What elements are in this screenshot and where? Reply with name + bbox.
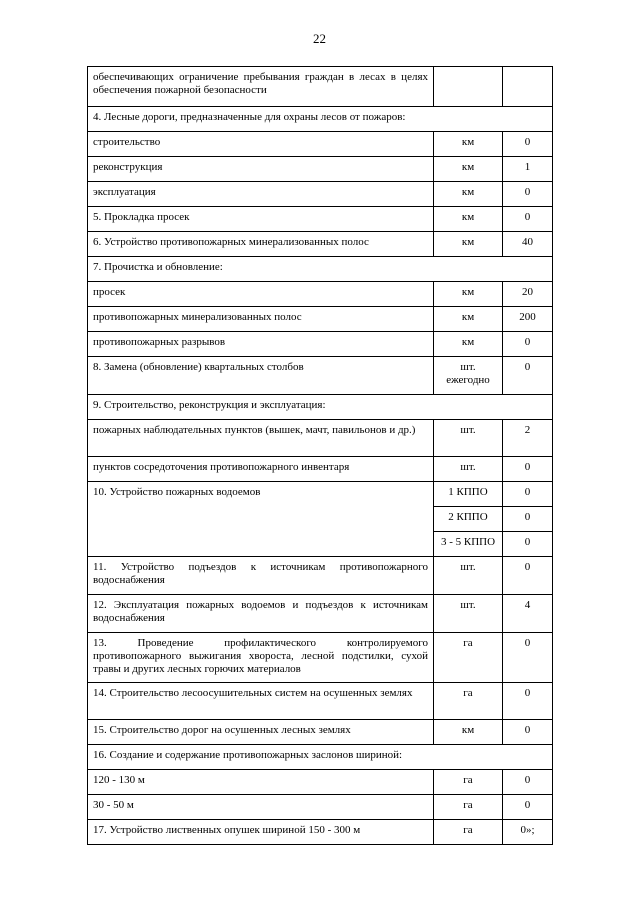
table-row xyxy=(88,307,553,332)
measure-value xyxy=(503,67,553,107)
measure-value: 40 xyxy=(503,232,553,257)
measure-unit: 3 - 5 КППО xyxy=(434,532,503,557)
measure-name: противопожарных разрывов xyxy=(88,332,434,357)
measure-value: 0 xyxy=(503,132,553,157)
table-row xyxy=(88,557,553,595)
measure-value: 0 xyxy=(503,482,553,507)
measure-name: 5. Прокладка просек xyxy=(88,207,434,232)
measure-value: 4 xyxy=(503,595,553,633)
table-row xyxy=(88,770,553,795)
measure-unit: га xyxy=(434,770,503,795)
table-row xyxy=(88,132,553,157)
measure-name: просек xyxy=(88,282,434,307)
measure-value: 2 xyxy=(503,420,553,457)
measure-value: 0 xyxy=(503,182,553,207)
measure-value: 0 xyxy=(503,557,553,595)
measure-unit: га xyxy=(434,795,503,820)
table-row xyxy=(88,67,553,107)
measure-name: строительство xyxy=(88,132,434,157)
measure-unit: шт. xyxy=(434,557,503,595)
section-heading: 7. Прочистка и обновление: xyxy=(88,257,553,282)
measure-unit: шт. xyxy=(434,595,503,633)
measures-table xyxy=(87,66,553,845)
measure-value: 0»; xyxy=(503,820,553,845)
table-row xyxy=(88,357,553,395)
measure-unit: шт. xyxy=(434,457,503,482)
measure-value: 0 xyxy=(503,207,553,232)
section-heading: 9. Строительство, реконструкция и эксплуатация: xyxy=(88,395,553,420)
section-heading: 4. Лесные дороги, предназначенные для охраны лесов от пожаров: xyxy=(88,107,553,132)
table-row xyxy=(88,720,553,745)
measure-name: 14. Строительство лесоосушительных систем на осушенных землях xyxy=(88,683,434,720)
table-row xyxy=(88,420,553,457)
table-row xyxy=(88,332,553,357)
measure-unit: км xyxy=(434,182,503,207)
measure-value: 0 xyxy=(503,532,553,557)
measure-value: 0 xyxy=(503,770,553,795)
measure-name: 10. Устройство пожарных водоемов xyxy=(88,482,434,557)
table-row xyxy=(88,395,553,420)
measure-name: 12. Эксплуатация пожарных водоемов и подъездов к источникам водоснабжения xyxy=(88,595,434,633)
measure-name: 13. Проведение профилактического контролируемого противопожарного выжигания хвороста, лесной подстилки, сухой травы и других лесных горючих материалов xyxy=(88,633,434,683)
measure-unit: км xyxy=(434,332,503,357)
measure-unit: км xyxy=(434,207,503,232)
measures-table-body xyxy=(88,67,553,845)
measure-unit: км xyxy=(434,720,503,745)
table-row xyxy=(88,107,553,132)
measure-name: 6. Устройство противопожарных минерализованных полос xyxy=(88,232,434,257)
measure-name: 8. Замена (обновление) квартальных столбов xyxy=(88,357,434,395)
measure-value: 0 xyxy=(503,507,553,532)
measure-unit: км xyxy=(434,282,503,307)
measure-unit: 1 КППО xyxy=(434,482,503,507)
measure-name: 120 - 130 м xyxy=(88,770,434,795)
table-row xyxy=(88,232,553,257)
measure-unit: км xyxy=(434,132,503,157)
measure-name: 11. Устройство подъездов к источникам противопожарного водоснабжения xyxy=(88,557,434,595)
measure-value: 0 xyxy=(503,633,553,683)
table-row xyxy=(88,207,553,232)
measure-value: 0 xyxy=(503,332,553,357)
measure-name: обеспечивающих ограничение пребывания граждан в лесах в целях обеспечения пожарной безопасности xyxy=(88,67,434,107)
measure-value: 0 xyxy=(503,795,553,820)
measure-unit: га xyxy=(434,820,503,845)
measure-name: 15. Строительство дорог на осушенных лесных землях xyxy=(88,720,434,745)
measure-name: пожарных наблюдательных пунктов (вышек, мачт, павильонов и др.) xyxy=(88,420,434,457)
measure-name: реконструкция xyxy=(88,157,434,182)
table-row xyxy=(88,820,553,845)
measure-unit: га xyxy=(434,683,503,720)
measure-unit: га xyxy=(434,633,503,683)
table-row xyxy=(88,257,553,282)
table-row xyxy=(88,795,553,820)
table-row xyxy=(88,482,553,507)
measure-unit: шт. ежегодно xyxy=(434,357,503,395)
measure-unit: км xyxy=(434,157,503,182)
measure-name: пунктов сосредоточения противопожарного инвентаря xyxy=(88,457,434,482)
section-heading: 16. Создание и содержание противопожарных заслонов шириной: xyxy=(88,745,553,770)
table-row xyxy=(88,595,553,633)
table-row xyxy=(88,182,553,207)
measure-name: 30 - 50 м xyxy=(88,795,434,820)
measure-value: 1 xyxy=(503,157,553,182)
table-row xyxy=(88,745,553,770)
measure-name: эксплуатация xyxy=(88,182,434,207)
measure-unit: 2 КППО xyxy=(434,507,503,532)
measure-name: противопожарных минерализованных полос xyxy=(88,307,434,332)
measure-value: 200 xyxy=(503,307,553,332)
page-number: 22 xyxy=(313,31,326,46)
measure-unit: шт. xyxy=(434,420,503,457)
table-row xyxy=(88,157,553,182)
measure-value: 20 xyxy=(503,282,553,307)
table-row xyxy=(88,282,553,307)
table-row xyxy=(88,683,553,720)
measure-value: 0 xyxy=(503,683,553,720)
measure-name: 17. Устройство лиственных опушек шириной 150 - 300 м xyxy=(88,820,434,845)
measure-value: 0 xyxy=(503,457,553,482)
measure-unit: км xyxy=(434,307,503,332)
measure-value: 0 xyxy=(503,357,553,395)
table-row xyxy=(88,457,553,482)
measure-unit: км xyxy=(434,232,503,257)
table-row xyxy=(88,633,553,683)
measure-value: 0 xyxy=(503,720,553,745)
measure-unit xyxy=(434,67,503,107)
